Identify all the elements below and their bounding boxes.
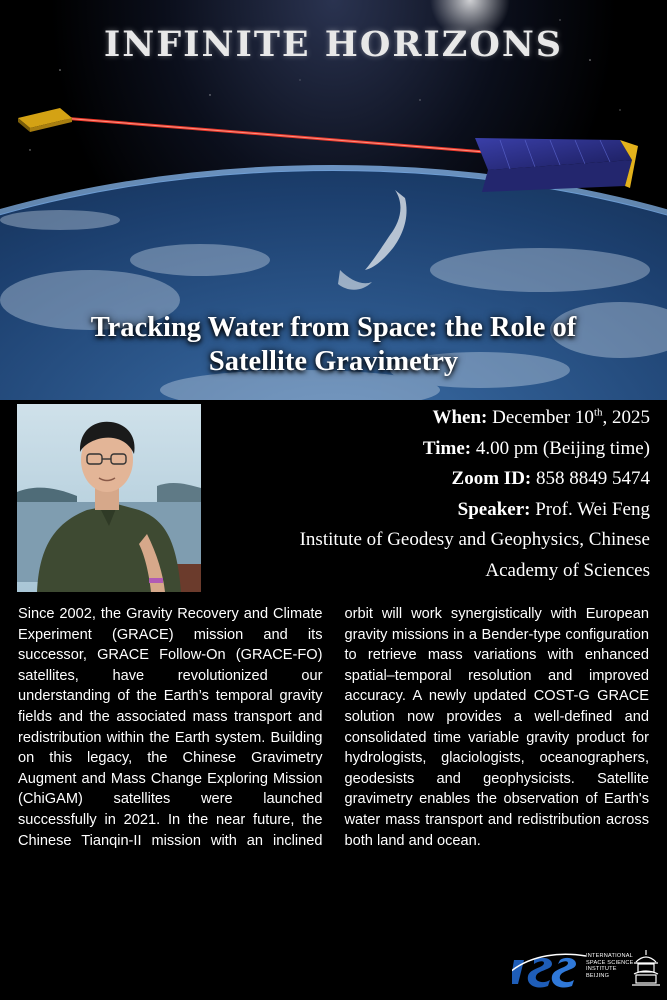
speaker-name: Prof. Wei Feng — [535, 498, 650, 520]
time-label: Time: — [422, 437, 472, 459]
abstract-text: Since 2002, the Gravity Recovery and Climate Experiment (GRACE) mission and its successor, GRACE Follow-On (GRACE-FO) satellites, have revolutionized our understanding of the Earth’s temporal gravity fields and the associated mass transport and redistribution within the Earth system. Building on this legacy, the Chinese Gravimetry Augment and Mass Change Exploring Mission (ChiGAM) satellites were launched successfully in 2021. In the near future, the Chinese Tianqin-II mission with an inclined orbit will work synergistically with European gravity missions in a Bender-type configuration to retrieve mass variations with enhanced spatial–temporal resolution and improved accuracy. A newly updated COST-G GRACE solution now provides a well-defined and consolidated time variable gravity product for hydrologists, glaciologists, oceanographers, geodesists and geophysicists. Satellite gravimetry enables the observation of Earth's water mass transport and redistribution across both land and ocean. — [18, 606, 649, 849]
event-date-row — [210, 403, 650, 434]
speaker-label: Speaker: — [457, 498, 531, 520]
speaker-photo — [17, 404, 201, 592]
talk-title — [0, 311, 667, 379]
issi-logo-mark-icon — [512, 950, 586, 992]
zoom-label: Zoom ID: — [451, 468, 532, 489]
satellite-right-icon — [475, 138, 638, 192]
when-label: When: — [432, 407, 488, 428]
issi-beijing-logo — [512, 950, 662, 994]
satellite-left-icon — [18, 108, 72, 132]
when-value: December 10th, 2025 — [492, 406, 650, 428]
speaker-row — [210, 495, 650, 526]
hero-banner — [0, 0, 667, 400]
event-info — [210, 403, 650, 586]
talk-title-line2: Satellite Gravimetry — [208, 346, 459, 377]
series-title: INFINITE HORIZONS — [103, 24, 564, 65]
zoom-value: 858 8849 5474 — [536, 468, 650, 489]
affiliation-line1: Institute of Geodesy and Geophysics, Chinese — [299, 529, 650, 550]
affiliation-line2: Academy of Sciences — [485, 559, 650, 581]
talk-title-line1: Tracking Water from Space: the Role of — [90, 312, 577, 343]
logo-wordmark: INTERNATIONAL SPACE SCIENCE INSTITUTE BEIJING — [586, 953, 634, 979]
zoom-id-row — [210, 464, 650, 495]
temple-building-icon — [630, 950, 662, 990]
time-value: 4.00 pm (Beijing time) — [475, 437, 650, 459]
event-time-row — [210, 434, 650, 465]
